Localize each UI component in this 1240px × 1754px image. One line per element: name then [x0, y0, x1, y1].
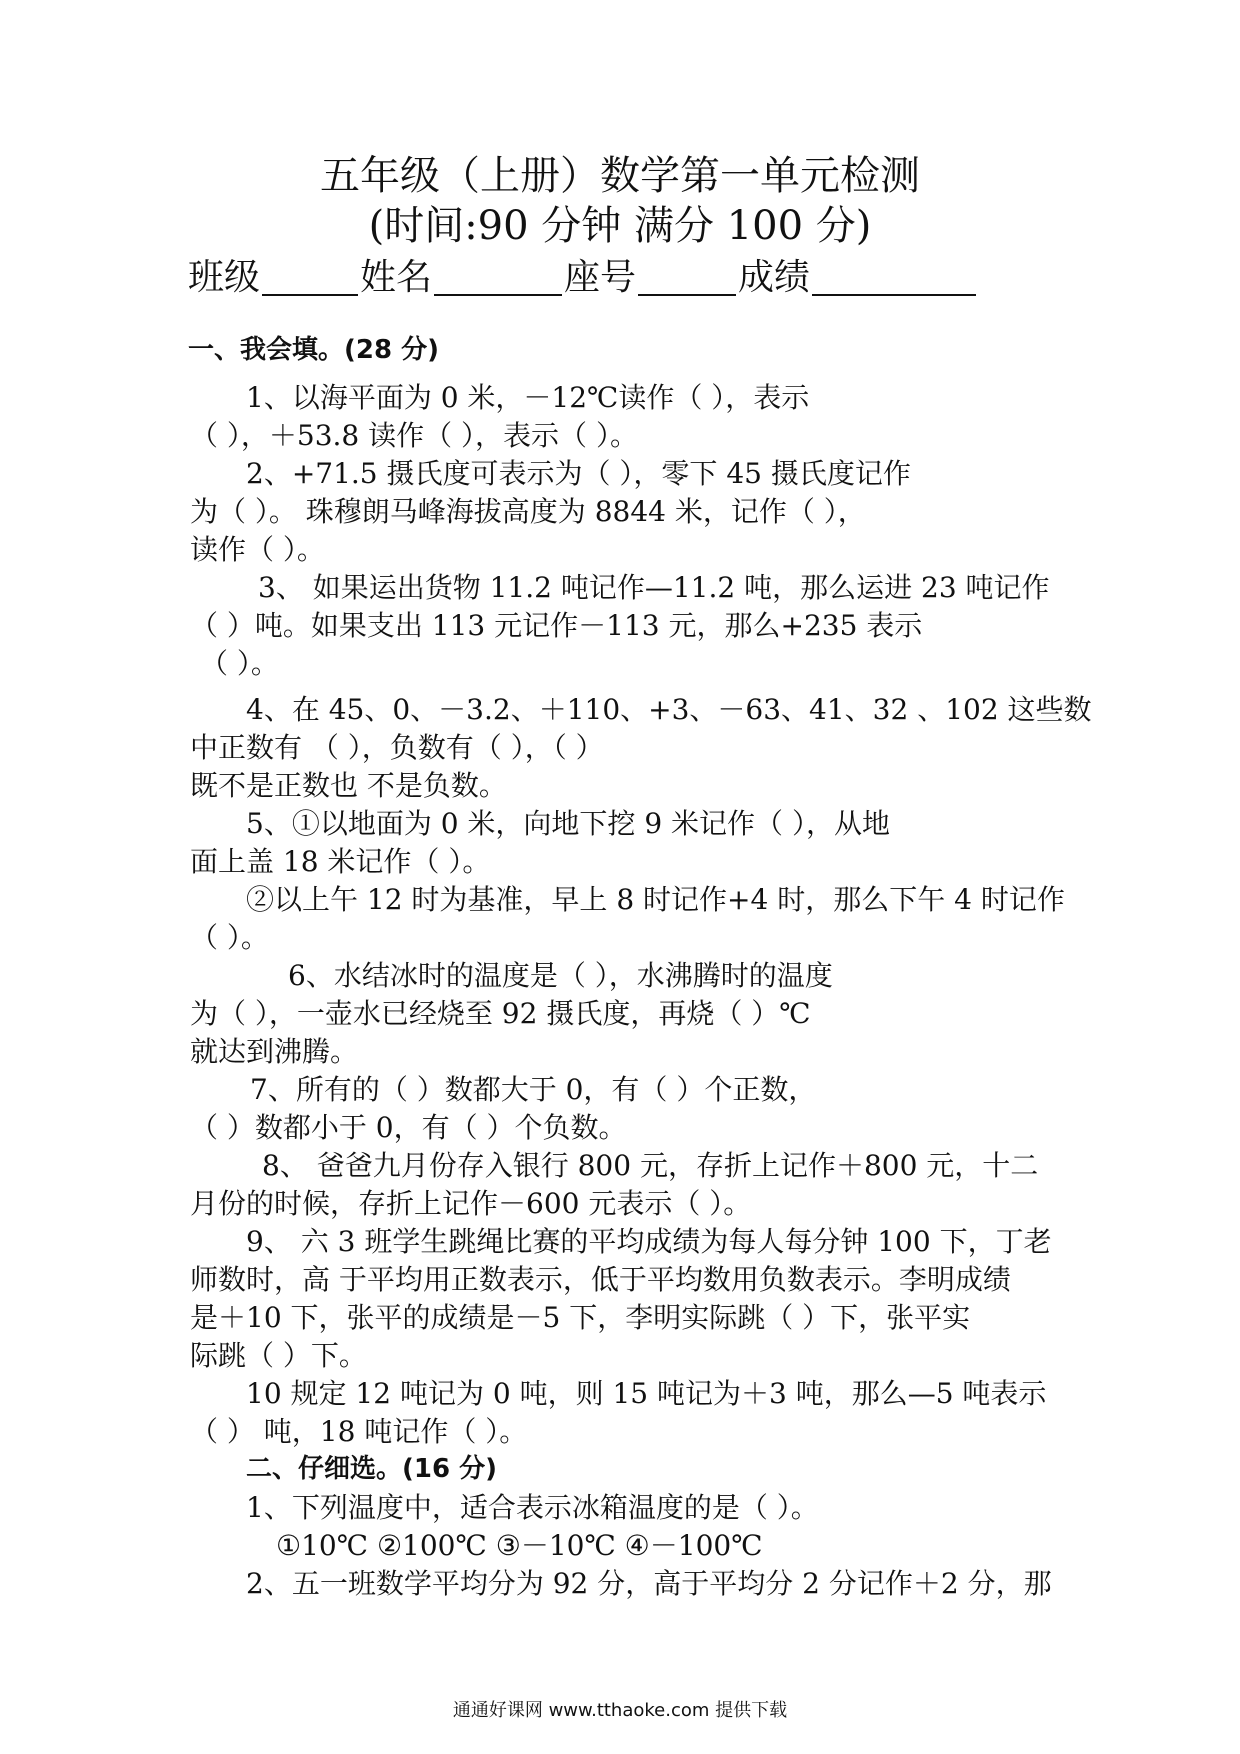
question-line: 1、以海平面为 0 米，－12℃读作（ ），表示 [246, 381, 810, 414]
name-label: 姓名 [360, 257, 433, 298]
question-line: 为（ ），一壶水已经烧至 92 摄氏度，再烧（ ）℃ [190, 997, 811, 1030]
footer-credit: 通通好课网 www.tthaoke.com 提供下载 [452, 1700, 788, 1721]
question-line: 4、在 45、0、－3.2、＋110、+3、－63、41、32 、102 这些数 [246, 693, 1092, 726]
question-line: 就达到沸腾。 [190, 1035, 359, 1068]
question-line: 6、水结冰时的温度是（ ），水沸腾时的温度 [288, 959, 833, 992]
seat-label: 座号 [564, 257, 637, 298]
student-info-row [188, 257, 978, 298]
question-line: （ ）吨。如果支出 113 元记作－113 元，那么+235 表示 [190, 609, 923, 642]
class-blank[interactable] [262, 262, 358, 296]
score-label: 成绩 [738, 257, 811, 298]
section2-heading: 二、仔细选。(16 分) [246, 1454, 497, 1484]
question-line: 3、 如果运出货物 11.2 吨记作—11.2 吨，那么运进 23 吨记作 [258, 571, 1050, 604]
section1-heading: 一、我会填。(28 分) [188, 335, 439, 365]
question-line: 2、+71.5 摄氏度可表示为（ ），零下 45 摄氏度记作 [246, 457, 911, 490]
question-line: 读作（ ）。 [190, 533, 325, 566]
question-line: 7、所有的（ ）数都大于 0，有（ ）个正数， [250, 1073, 817, 1106]
question-line: 5、①以地面为 0 米，向地下挖 9 米记作（ ），从地 [246, 807, 890, 840]
question-line: 面上盖 18 米记作（ ）。 [190, 845, 491, 878]
seat-blank[interactable] [638, 262, 736, 296]
name-blank[interactable] [434, 262, 562, 296]
question-line: （ ）。 [200, 647, 279, 680]
exam-subtitle: (时间:90 分钟 满分 100 分) [368, 203, 872, 249]
question-line: （ ），＋53.8 读作（ ），表示（ ）。 [190, 419, 638, 452]
question-line: 际跳（ ）下。 [190, 1339, 367, 1372]
question-line: 9、 六 3 班学生跳绳比赛的平均成绩为每人每分钟 100 下，丁老 [246, 1225, 1052, 1258]
page-title: 五年级（上册）数学第一单元检测 [320, 153, 920, 199]
question-line: 为（ ）。 珠穆朗马峰海拔高度为 8844 米，记作（ ）， [190, 495, 866, 528]
choice-options: ①10℃ ②100℃ ③－10℃ ④－100℃ [276, 1529, 763, 1562]
question-line: 2、五一班数学平均分为 92 分，高于平均分 2 分记作＋2 分，那 [246, 1567, 1052, 1600]
score-blank[interactable] [812, 262, 976, 296]
question-line: 师数时，高 于平均用正数表示，低于平均数用负数表示。李明成绩 [190, 1263, 1011, 1296]
question-line: （ ） 吨，18 吨记作（ ）。 [190, 1415, 528, 1448]
question-line: 1、下列温度中，适合表示冰箱温度的是（ ）。 [246, 1491, 819, 1524]
question-line: 8、 爸爸九月份存入银行 800 元，存折上记作＋800 元，十二 [262, 1149, 1039, 1182]
question-line: 是＋10 下，张平的成绩是－5 下，李明实际跳（ ）下，张平实 [190, 1301, 971, 1334]
question-line: （ ）数都小于 0，有（ ）个负数。 [190, 1111, 627, 1144]
question-line: （ ）。 [190, 921, 269, 954]
question-line: 10 规定 12 吨记为 0 吨，则 15 吨记为＋3 吨，那么—5 吨表示 [246, 1377, 1047, 1410]
question-line: ②以上午 12 时为基准，早上 8 时记作+4 时，那么下午 4 时记作 [246, 883, 1065, 916]
question-line: 既不是正数也 不是负数。 [190, 769, 507, 802]
question-line: 月份的时候，存折上记作－600 元表示（ ）。 [190, 1187, 752, 1220]
question-line: 中正数有 （ ），负数有（ ），（ ） [190, 731, 604, 764]
class-label: 班级 [188, 257, 261, 298]
